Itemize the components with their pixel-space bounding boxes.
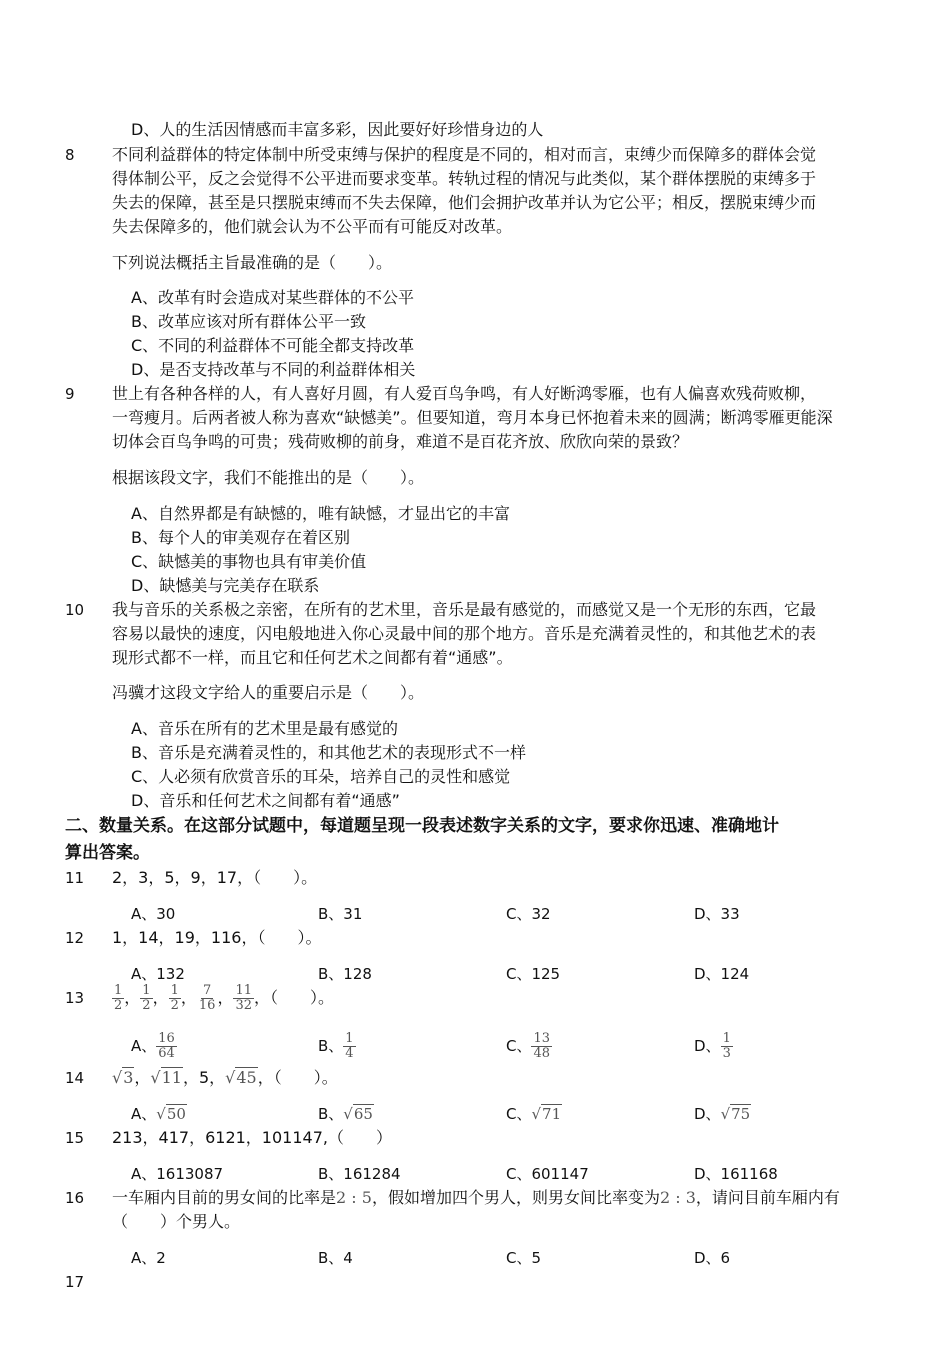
q11-option-a: A、30: [131, 905, 176, 923]
q14-number: 14: [65, 1069, 85, 1087]
q8-passage-line: 得体制公平，反之会觉得不公平进而要求变革。转轨过程的情况与此类似，某个群体摆脱的束缚多于: [112, 169, 817, 188]
q8-passage-line: 失去保障多的，他们就会认为不公平而有可能反对改革。: [112, 217, 513, 236]
q13-term-fraction: $\frac{1}{2}$: [142, 983, 151, 1013]
q8-option-c: C、不同的利益群体不可能全都支持改革: [131, 336, 415, 355]
q12-option-d: D、124: [694, 965, 750, 983]
q8-number: 8: [65, 146, 75, 164]
q9-option-b: B、每个人的审美观存在着区别: [131, 528, 350, 547]
q9-passage-line: 一弯瘦月。后两者被人称为喜欢“缺憾美”。但要知道，弯月本身已怀抱着未来的圆满；断鸿零雁更能深: [112, 408, 833, 427]
q16-stem-line: （ ）个男人。: [112, 1212, 241, 1231]
q16-option-a: A、2: [131, 1249, 166, 1267]
q12-stem: 1，14，19，116，（ ）。: [112, 928, 322, 947]
q14-option-c: C、√71: [506, 1105, 562, 1123]
q13-term-fraction: $\frac{1}{2}$: [114, 983, 123, 1013]
q9-option-d: D、缺憾美与完美存在联系: [131, 576, 320, 595]
q15-option-d: D、161168: [694, 1165, 778, 1183]
q8-passage-line: 不同利益群体的特定体制中所受束缚与保护的程度是不同的，相对而言，束缚少而保障多的群体会觉: [112, 145, 817, 164]
q10-option-b: B、音乐是充满着灵性的，和其他艺术的表现形式不一样: [131, 743, 526, 762]
q8-question: 下列说法概括主旨最准确的是（ ）。: [112, 253, 393, 272]
q10-option-a: A、音乐在所有的艺术里是最有感觉的: [131, 719, 398, 738]
q15-option-a: A、1613087: [131, 1165, 224, 1183]
q14-option-d: D、√75: [694, 1105, 751, 1123]
q14-term-sqrt: √3: [112, 1068, 134, 1087]
q9-number: 9: [65, 385, 75, 403]
q9-passage-line: 切体会百鸟争鸣的可贵；残荷败柳的前身，难道不是百花齐放、欣欣向荣的景致？: [112, 432, 689, 451]
q9-passage-line: 世上有各种各样的人，有人喜好月圆，有人爱百鸟争鸣，有人好断鸿零雁，也有人偏喜欢残荷败柳，: [112, 384, 817, 403]
q16-ratio: 2 : 5: [336, 1188, 372, 1207]
q14-option-b: B、√65: [318, 1105, 373, 1123]
q8-passage-line: 失去的保障，甚至是只摆脱束缚而不失去保障，他们会拥护改革并认为它公平；相反，摆脱束缚少而: [112, 193, 817, 212]
q11-stem: 2，3，5，9，17，（ ）。: [112, 868, 318, 887]
q9-option-a: A、自然界都是有缺憾的，唯有缺憾，才显出它的丰富: [131, 504, 510, 523]
q13-stem: $\frac{1}{2}$ ， $\frac{1}{2}$ ， $\frac{1}{2}$ ， $\frac{7}{16}$ ， $\frac{11}{32}$ ，（ ）。: [114, 983, 335, 1013]
q13-option-a: A、 $\frac{16}{64}$: [131, 1031, 175, 1061]
section-heading: 二、数量关系。在这部分试题中，每道题呈现一段表述数字关系的文字，要求你迅速、准确地计: [65, 816, 779, 836]
q10-option-d: D、音乐和任何艺术之间都有着“通感”: [131, 791, 400, 810]
q11-option-c: C、32: [506, 905, 551, 923]
q12-option-a: A、132: [131, 965, 185, 983]
q13-option-d: D、 $\frac{1}{3}$: [694, 1031, 731, 1061]
q11-option-d: D、33: [694, 905, 740, 923]
q10-passage-line: 现形式都不一样，而且它和任何艺术之间都有着“通感”。: [112, 648, 513, 667]
q15-stem: 213，417，6121，101147,（ ）: [112, 1128, 392, 1147]
q14-term-sqrt: √11: [150, 1068, 182, 1087]
q14-option-a: A、√50: [131, 1105, 186, 1123]
q8-option-a: A、改革有时会造成对某些群体的不公平: [131, 288, 414, 307]
q15-option-b: B、161284: [318, 1165, 401, 1183]
q9-question: 根据该段文字，我们不能推出的是（ ）。: [112, 468, 425, 487]
q14-term-sqrt: √45: [225, 1068, 257, 1087]
q10-option-c: C、人必须有欣赏音乐的耳朵，培养自己的灵性和感觉: [131, 767, 511, 786]
q10-number: 10: [65, 601, 85, 619]
q16-number: 16: [65, 1189, 85, 1207]
q9-option-c: C、缺憾美的事物也具有审美价值: [131, 552, 367, 571]
q10-passage-line: 我与音乐的关系极之亲密，在所有的艺术里，音乐是最有感觉的，而感觉又是一个无形的东西，它最: [112, 600, 817, 619]
q13-number: 13: [65, 989, 85, 1007]
q12-number: 12: [65, 929, 85, 947]
q12-option-b: B、128: [318, 965, 372, 983]
q16-option-c: C、5: [506, 1249, 542, 1267]
q12-option-c: C、125: [506, 965, 561, 983]
q10-question: 冯骥才这段文字给人的重要启示是（ ）。: [112, 683, 425, 702]
q10-passage-line: 容易以最快的速度，闪电般地进入你心灵最中间的那个地方。音乐是充满着灵性的，和其他艺术的表: [112, 624, 817, 643]
q8-option-b: B、改革应该对所有群体公平一致: [131, 312, 366, 331]
q13-term-fraction: $\frac{7}{16}$: [198, 983, 216, 1013]
q11-option-b: B、31: [318, 905, 363, 923]
q14-stem: √3，√11，5，√45，（ ）。: [112, 1068, 338, 1087]
q13-term-fraction: $\frac{1}{2}$: [170, 983, 179, 1013]
q15-number: 15: [65, 1129, 85, 1147]
q15-option-c: C、601147: [506, 1165, 589, 1183]
q11-number: 11: [65, 869, 85, 887]
q13-option-c: C、 $\frac{13}{48}$: [506, 1031, 551, 1061]
q8-option-d: D、是否支持改革与不同的利益群体相关: [131, 360, 416, 379]
q7-option-d: D、人的生活因情感而丰富多彩，因此要好好珍惜身边的人: [131, 120, 544, 139]
q16-option-b: B、4: [318, 1249, 353, 1267]
q17-number: 17: [65, 1273, 85, 1291]
q13-option-b: B、 $\frac{1}{4}$: [318, 1031, 354, 1061]
section-heading-cont: 算出答案。: [65, 843, 150, 863]
q16-stem-line: 一车厢内目前的男女间的比率是2 : 5，假如增加四个男人，则男女间比率变为2 : 3，请问目前车厢内有: [112, 1188, 840, 1207]
q16-option-d: D、6: [694, 1249, 731, 1267]
q13-term-fraction: $\frac{11}{32}$: [235, 983, 252, 1013]
q16-ratio: 2 : 3: [659, 1188, 696, 1207]
